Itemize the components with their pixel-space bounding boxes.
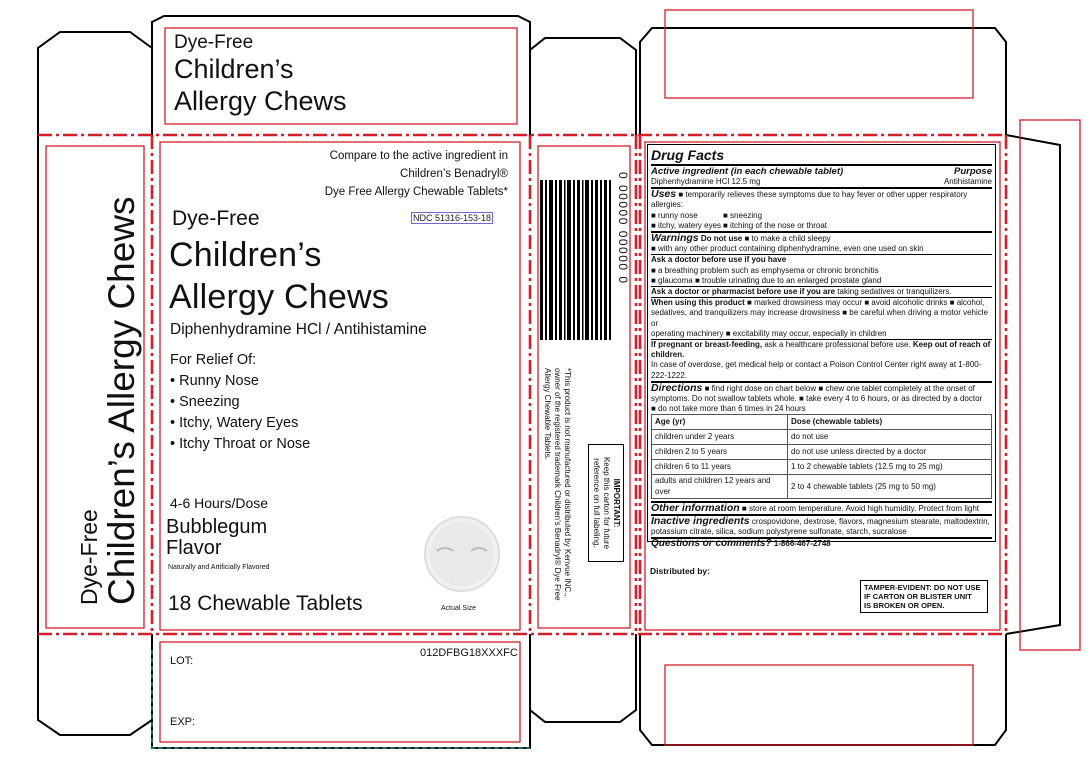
important-line1: Keep this carton for future <box>602 456 611 550</box>
inactive-line1: crospovidone, dextrose, flavors, magnesium stearate, maltodextrin, <box>751 517 990 527</box>
barcode <box>540 180 612 345</box>
table-row <box>652 460 992 475</box>
ask-pharmacist-section <box>651 286 992 297</box>
uses-item: ■ itching of the nose or throat <box>723 220 828 230</box>
top-flap-line2: Children’s <box>174 54 294 84</box>
when-using-section <box>651 297 992 339</box>
warnings-header: Warnings <box>651 232 699 245</box>
questions-phone: 1-866-467-2748 <box>773 539 831 549</box>
flavor <box>166 517 267 559</box>
disclaimer-line2: owner of the registered trademark Children’s Benadryl® Dye Free <box>553 368 562 601</box>
top-flap-title <box>174 32 347 117</box>
purpose-header: Purpose <box>953 166 992 177</box>
top-flap-line1: Dye-Free <box>174 32 254 53</box>
directions-line1: ■ find right dose on chart below ■ chew one tablet completely at the onset of <box>704 383 975 393</box>
relief-item: • Sneezing <box>170 392 310 413</box>
ask-doctor-line2: ■ glaucoma ■ trouble urinating due to an enlarged prostate gland <box>651 275 882 285</box>
compare-line3: Dye Free Allergy Chewable Tablets* <box>324 186 508 198</box>
uses-item: ■ runny nose <box>651 210 698 220</box>
front-subtitle: Diphenhydramine HCl / Antihistamine <box>170 321 427 338</box>
warnings-section <box>651 231 992 254</box>
tamper-evident-box <box>860 580 988 613</box>
when-using-text: ■ marked drowsiness may occur ■ avoid alcoholic drinks ■ alcohol, <box>747 298 985 308</box>
relief-title: For Relief Of: <box>170 352 257 368</box>
dosage-table <box>651 414 992 498</box>
compare-line2: Children’s Benadryl® <box>400 168 508 180</box>
do-not-use-text: ■ to make a child sleepy <box>744 234 831 244</box>
uses-item: ■ sneezing <box>723 210 763 220</box>
ask-pharmacist-label: Ask a doctor or pharmacist before use if you are <box>651 287 836 297</box>
lot-code: 012DFBG18XXXFC <box>420 647 518 659</box>
relief-item: • Runny Nose <box>170 371 310 392</box>
active-ingredient: Diphenhydramine HCl 12.5 mg <box>651 177 761 186</box>
actual-size-label: Actual Size <box>441 605 477 612</box>
directions-line3: ■ do not take more than 6 times in 24 hours <box>651 404 806 414</box>
other-info-text: ■ store at room temperature. Avoid high humidity. Protect from light <box>741 503 979 513</box>
other-info-header: Other information <box>651 501 740 514</box>
do-not-use-line2: ■ with any other product containing diphenhydramine, even one used on skin <box>651 244 924 254</box>
drug-facts-title: Drug Facts <box>651 147 725 163</box>
directions-header: Directions <box>651 381 703 394</box>
inactive-line2: potassium citrate, silica, sodium polystyrene sulfonate, starch, sucralose <box>651 527 907 537</box>
brand-line2: Allergy Chews <box>169 278 389 316</box>
pregnancy-section <box>651 339 992 381</box>
active-header-row <box>651 164 992 177</box>
flavor-line2: Flavor <box>166 537 222 559</box>
exp-label: EXP: <box>170 716 196 728</box>
tamper-line2: IF CARTON OR BLISTER UNIT <box>864 592 972 601</box>
relief-list <box>170 350 310 455</box>
uses-item: ■ itchy, watery eyes <box>651 220 722 230</box>
table-header-dose: Dose (chewable tablets) <box>788 415 992 430</box>
table-row <box>652 475 992 498</box>
other-info-section <box>651 501 992 514</box>
side-line1: Dye-Free <box>76 509 102 605</box>
ask-doctor-line1: ■ a breathing problem such as emphysema or chronic bronchitis <box>651 265 879 275</box>
table-row <box>652 430 992 445</box>
table-cell: children 6 to 11 years <box>652 460 788 475</box>
keep-out-label: Keep out of reach of children. <box>651 340 991 360</box>
table-cell: adults and children 12 years and over <box>652 475 788 498</box>
table-cell: 2 to 4 chewable tablets (25 mg to 50 mg) <box>788 475 992 498</box>
dose-hours: 4-6 Hours/Dose <box>170 495 269 511</box>
active-header: Active ingredient (in each chewable tablet) <box>651 166 844 177</box>
questions-header: Questions or comments? <box>651 538 772 550</box>
table-header-row <box>652 415 992 430</box>
flavor-line1: Bubblegum <box>166 516 268 538</box>
side-panel-title <box>76 135 142 605</box>
uses-text: ■ temporarily relieves these symptoms due to hay fever or other upper respiratory allergies: <box>651 190 968 210</box>
drug-facts-panel <box>647 144 996 550</box>
pregnancy-label: If pregnant or breast-feeding, <box>651 340 763 350</box>
important-box <box>588 444 624 562</box>
spine-disclaimer <box>542 368 572 628</box>
pregnancy-text: ask a healthcare professional before use. <box>764 340 911 350</box>
brand-line1: Children’s <box>169 236 322 274</box>
distributed-by: Distributed by: <box>650 566 710 576</box>
overdose-text: In case of overdose, get medical help or contact a Poison Control Center right away at 1-800-222-1222. <box>651 360 982 380</box>
lot-label: LOT: <box>170 655 194 667</box>
table-cell: do not use unless directed by a doctor <box>788 445 992 460</box>
tamper-line3: IS BROKEN OR OPEN. <box>864 601 945 610</box>
table-cell: 1 to 2 chewable tablets (12.5 mg to 25 mg) <box>788 460 992 475</box>
important-title: IMPORTANT: <box>612 478 621 528</box>
uses-section <box>651 187 992 231</box>
compare-statement <box>270 147 508 201</box>
tablet-count: 18 Chewable Tablets <box>168 592 363 615</box>
ask-doctor-section <box>651 254 992 286</box>
top-flap-line3: Allergy Chews <box>174 86 347 116</box>
uses-header: Uses <box>651 188 677 201</box>
brand-small: Dye-Free <box>172 207 260 230</box>
relief-item: • Itchy, Watery Eyes <box>170 413 310 434</box>
directions-line2: symptoms. Do not swallow tablets whole. ■ take every 4 to 6 hours, or as directed by a doctor <box>651 394 983 404</box>
table-cell: children 2 to 5 years <box>652 445 788 460</box>
important-line2: reference on full labeling. <box>592 458 601 548</box>
table-row <box>652 445 992 460</box>
table-cell: children under 2 years <box>652 430 788 445</box>
flavor-note: Naturally and Artificially Flavored <box>168 564 270 571</box>
purpose-value: Antihistamine <box>943 177 992 186</box>
inactive-section <box>651 514 992 537</box>
ask-pharmacist-text: taking sedatives or tranquilizers. <box>837 287 952 297</box>
disclaimer-line1: *This product is not manufactured or distributed by Kenvue INC., <box>563 368 572 597</box>
barcode-bars <box>540 180 612 340</box>
when-using-label: When using this product <box>651 298 745 308</box>
questions-section <box>651 537 992 549</box>
when-using-line2: sedatives, and tranquilizers may increase drowsiness ■ be careful when driving a motor vehicle or <box>651 308 988 328</box>
table-cell: do not use <box>788 430 992 445</box>
table-header-age: Age (yr) <box>652 415 788 430</box>
inactive-header: Inactive ingredients <box>651 515 750 528</box>
ndc-number[interactable]: NDC 51316-153-18 <box>413 213 492 223</box>
tamper-line1: TAMPER-EVIDENT: DO NOT USE <box>864 583 981 592</box>
ask-doctor-label: Ask a doctor before use if you have <box>651 255 787 265</box>
compare-line1: Compare to the active ingredient in <box>329 150 508 162</box>
side-line2: Children’s Allergy Chews <box>101 196 142 605</box>
do-not-use-label: Do not use <box>700 234 743 244</box>
when-using-line3: operating machinery ■ excitability may occur, especially in children <box>651 328 887 338</box>
disclaimer-line3: Allergy Chewable Tablets. <box>543 368 552 460</box>
barcode-digits: 0 00000 00000 0 <box>616 172 630 285</box>
directions-section <box>651 381 992 415</box>
active-row <box>651 177 992 187</box>
relief-item: • Itchy Throat or Nose <box>170 434 310 455</box>
